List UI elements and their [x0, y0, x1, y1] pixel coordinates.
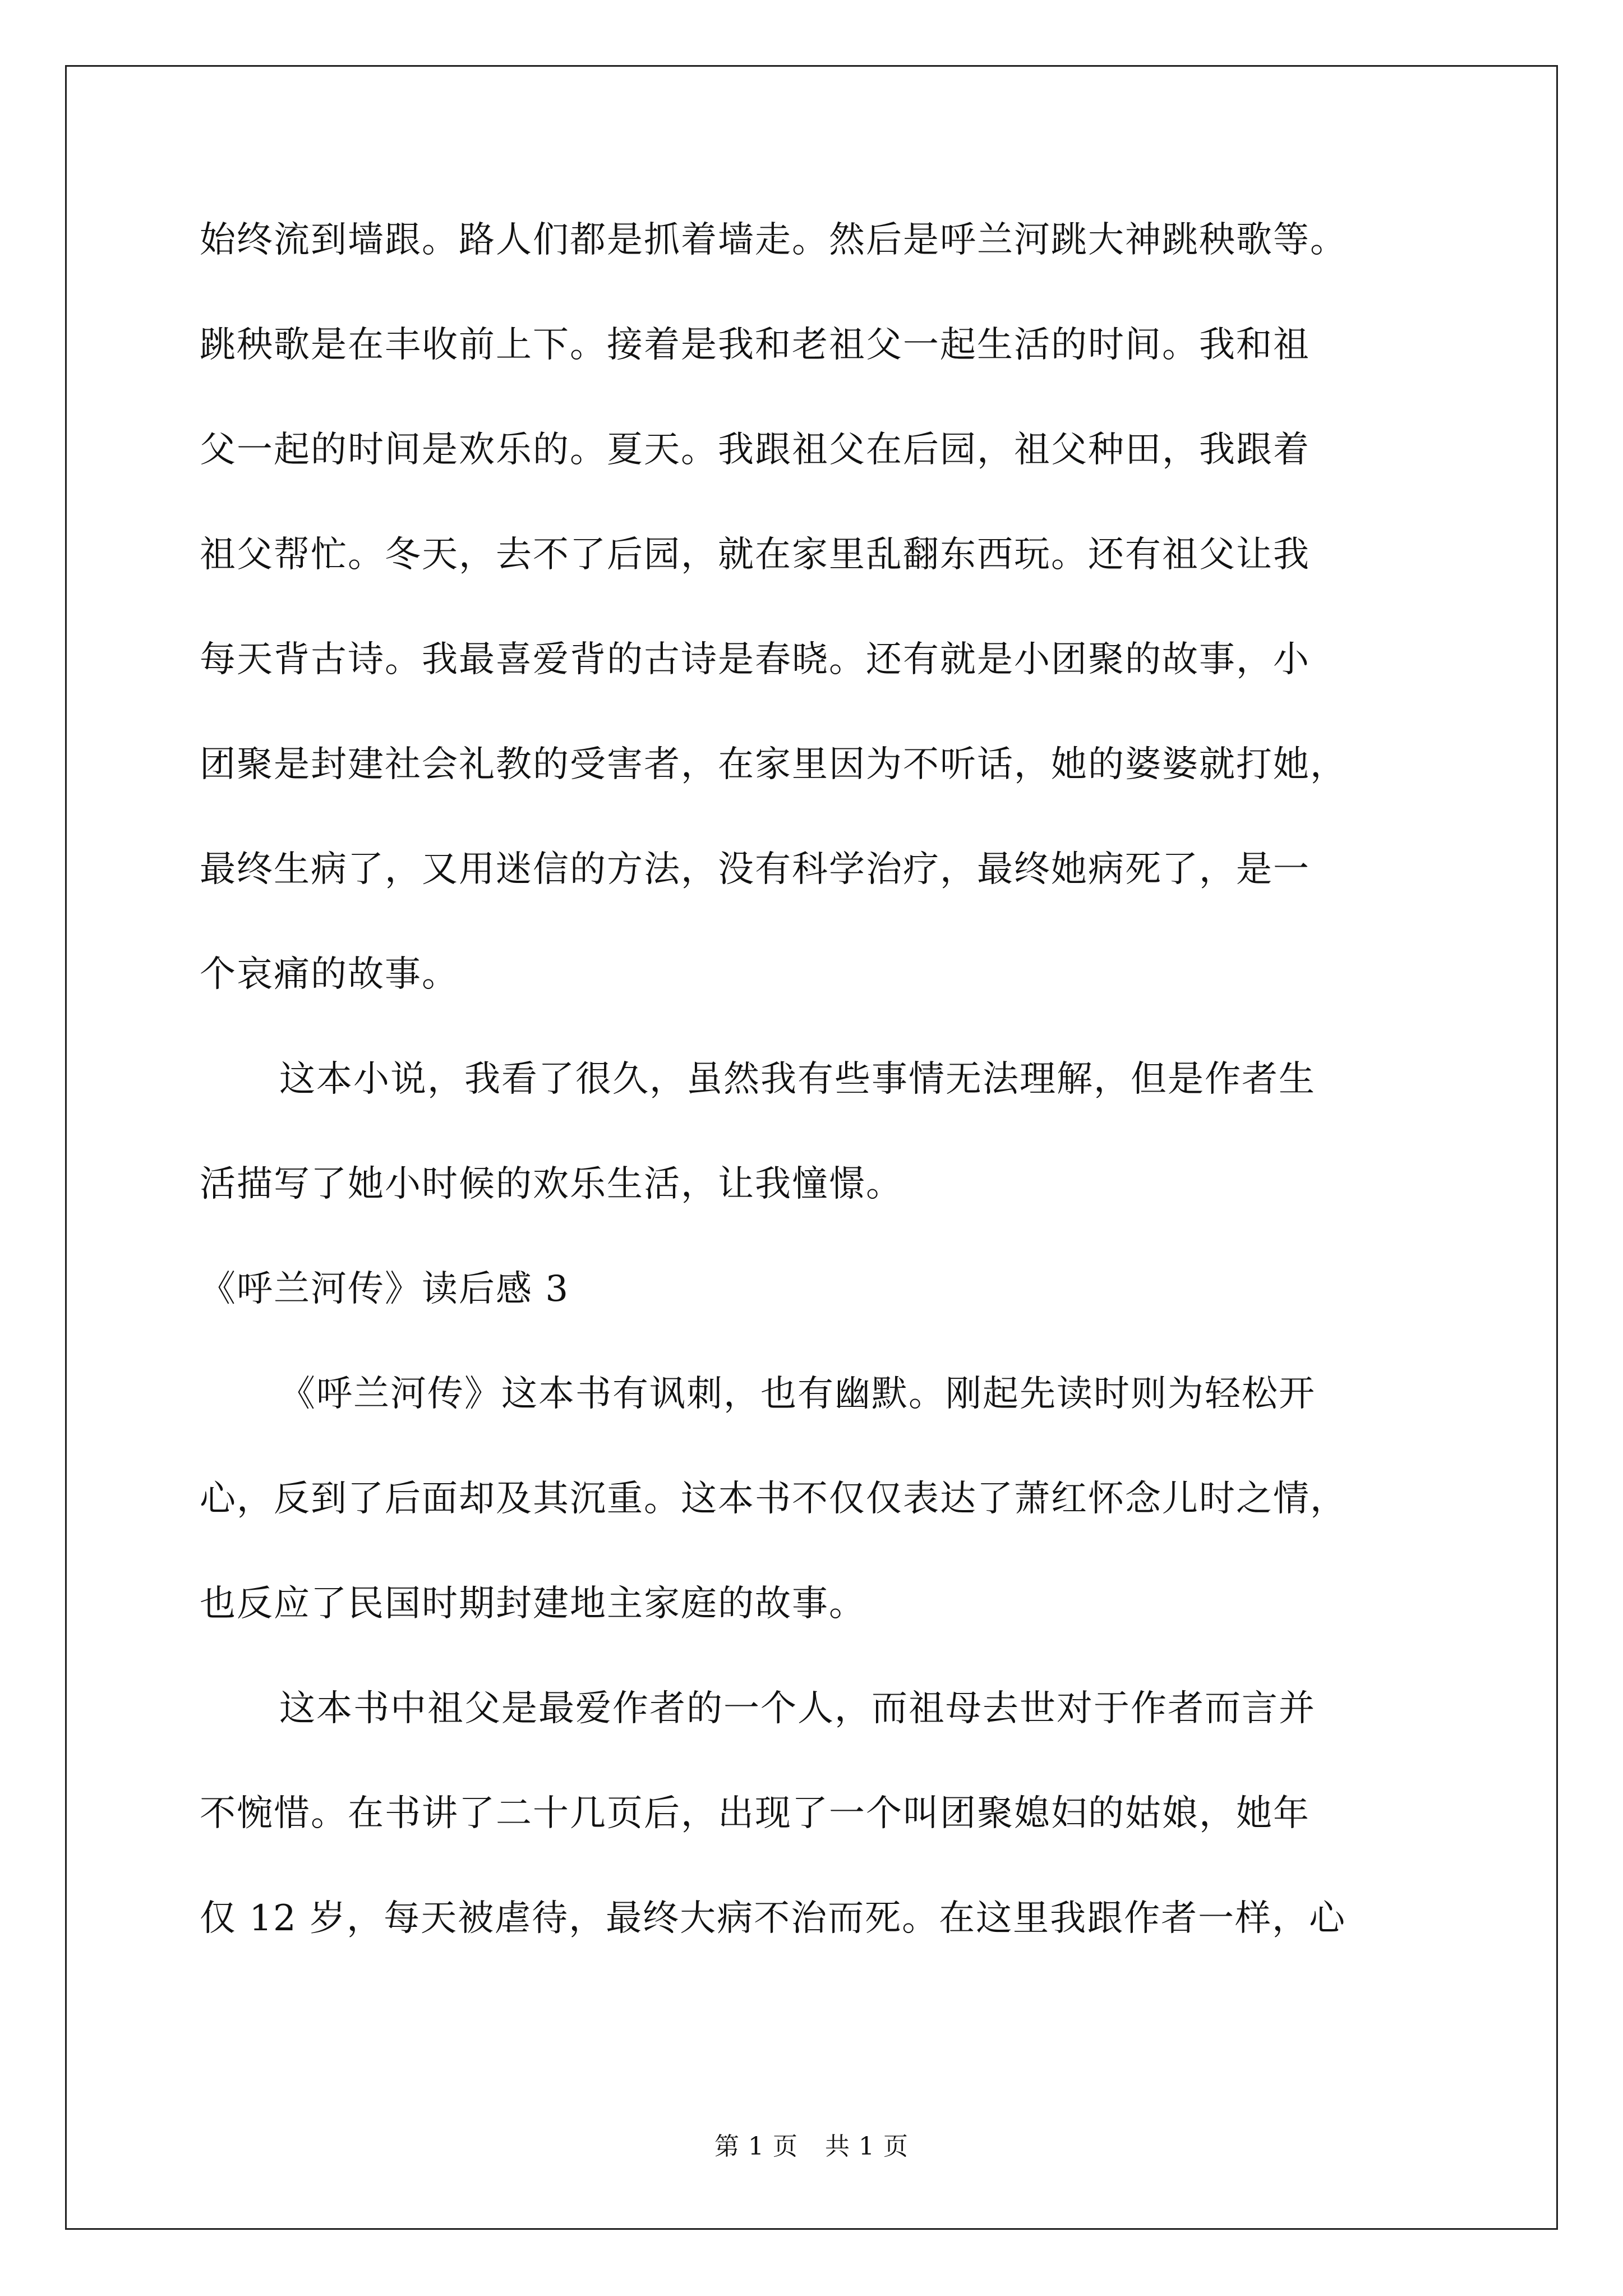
page-total: 共 1 页: [825, 2132, 909, 2161]
text-line: 跳秧歌是在丰收前上下。接着是我和老祖父一起生活的时间。我和祖: [200, 324, 1310, 366]
text-line: 团聚是封建社会礼教的受害者，在家里因为不听话，她的婆婆就打她，: [200, 744, 1347, 785]
text-line: 这本小说，我看了很久，虽然我有些事情无法理解，但是作者生: [279, 1059, 1316, 1100]
document-body: [200, 213, 1433, 1996]
text-line: 每天背古诗。我最喜爱背的古诗是春晓。还有就是小团聚的故事，小: [200, 639, 1310, 680]
text-line: 仅 12 岁，每天被虐待，最终大病不治而死。在这里我跟作者一样，心: [200, 1898, 1347, 1939]
text-line: 活描写了她小时候的欢乐生活，让我憧憬。: [200, 1163, 903, 1205]
text-line: 《呼兰河传》读后感 3: [200, 1268, 570, 1310]
text-line: 也反应了民国时期封建地主家庭的故事。: [200, 1583, 866, 1625]
text-line: 父一起的时间是欢乐的。夏天。我跟祖父在后园，祖父种田，我跟着: [200, 429, 1310, 471]
text-line: 不惋惜。在书讲了二十几页后，出现了一个叫团聚媳妇的姑娘，她年: [200, 1793, 1310, 1834]
page-footer: [0, 2126, 1623, 2162]
text-line: 《呼兰河传》这本书有讽刺，也有幽默。刚起先读时则为轻松开: [279, 1373, 1316, 1415]
text-line: 始终流到墙跟。路人们都是抓着墙走。然后是呼兰河跳大神跳秧歌等。: [200, 219, 1347, 261]
page-number: 第 1 页: [714, 2132, 798, 2161]
text-line: 最终生病了，又用迷信的方法，没有科学治疗，最终她病死了，是一: [200, 849, 1310, 890]
text-line: 这本书中祖父是最爱作者的一个人，而祖母去世对于作者而言并: [279, 1688, 1316, 1729]
text-line: 个哀痛的故事。: [200, 954, 459, 995]
text-line: 心，反到了后面却及其沉重。这本书不仅仅表达了萧红怀念儿时之情，: [200, 1478, 1347, 1520]
text-line: 祖父帮忙。冬天，去不了后园，就在家里乱翻东西玩。还有祖父让我: [200, 534, 1310, 576]
